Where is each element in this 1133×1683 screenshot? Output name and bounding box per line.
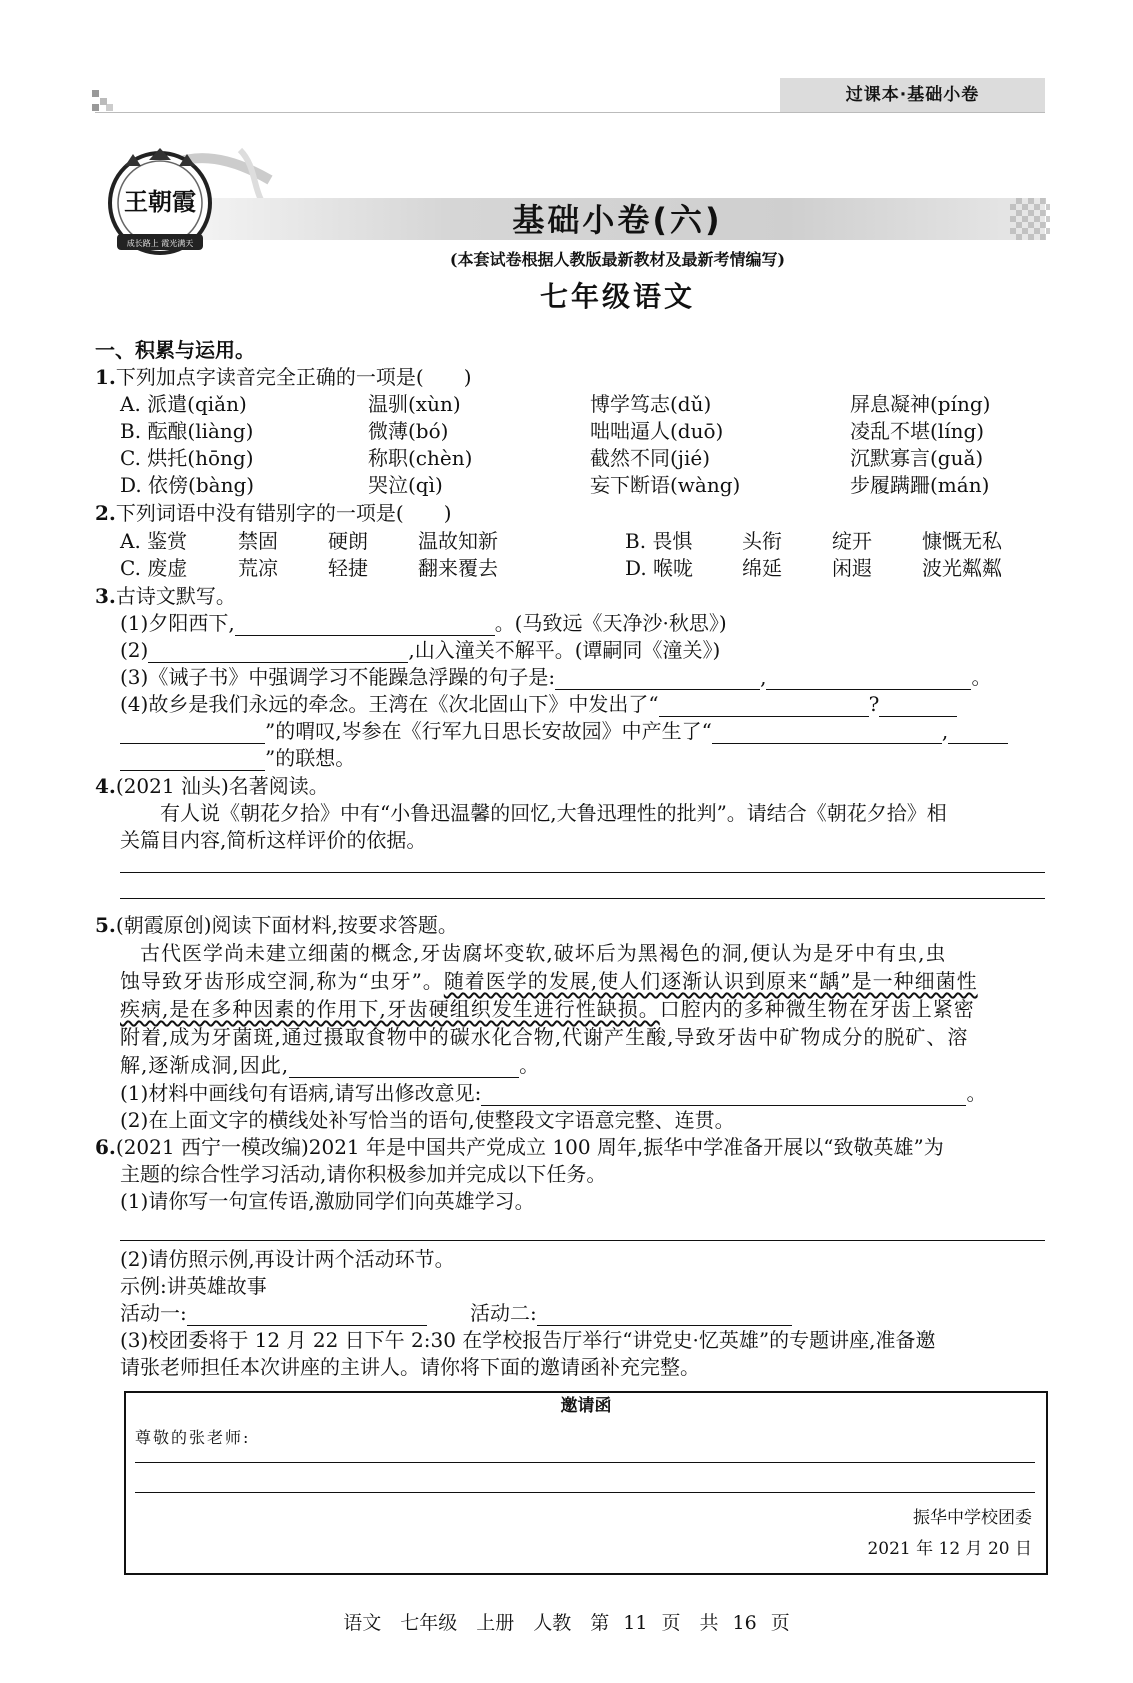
option-a-2: 温驯(xùn) <box>368 392 461 416</box>
question-4: 4.(2021 汕头)名著阅读。 <box>95 774 329 798</box>
q2-a-2: 禁固 <box>238 529 278 553</box>
q6-stem-cont: 主题的综合性学习活动,请你积极参加并完成以下任务。 <box>120 1162 607 1186</box>
answer-blank[interactable] <box>948 723 1008 744</box>
q2-a-1: A. 鉴赏 <box>120 529 188 553</box>
q2-c-2: 荒凉 <box>238 556 278 580</box>
answer-blank[interactable] <box>555 669 760 690</box>
q5-passage-line-2: 蚀导致牙齿形成空洞,称为“虫牙”。随着医学的发展,使人们逐渐认识到原来“龋”是一种细菌性 <box>120 969 978 993</box>
option-b-3: 咄咄逼人(duō) <box>590 419 724 443</box>
header-dots-decoration <box>92 90 114 112</box>
option-a-3: 博学笃志(dǔ) <box>590 392 712 416</box>
q2-b-3: 绽开 <box>832 529 872 553</box>
option-d-3: 妄下断语(wàng) <box>590 473 741 497</box>
q5-passage-line-5: 解,逐渐成洞,因此, 。 <box>120 1053 541 1077</box>
answer-blank[interactable] <box>120 750 265 771</box>
question-3: 3.古诗文默写。 <box>95 584 236 608</box>
section-heading: 一、积累与运用。 <box>95 338 255 362</box>
q2-d-3: 闲遐 <box>832 556 872 580</box>
option-c-1: C. 烘托(hōng) <box>120 446 254 470</box>
q6-activity-2: 活动二: <box>470 1300 792 1326</box>
q3-part-4: (4)故乡是我们永远的牵念。王湾在《次北固山下》中发出了“ ? <box>120 691 957 717</box>
q2-d-4: 波光粼粼 <box>922 556 1002 580</box>
answer-blank[interactable] <box>289 1057 519 1078</box>
answer-blank[interactable] <box>120 723 265 744</box>
answer-line[interactable] <box>120 1240 1045 1241</box>
answer-blank[interactable] <box>148 642 408 663</box>
paper-grade: 七年级语文 <box>539 280 695 313</box>
q5-sub-2: (2)在上面文字的横线处补写恰当的语句,使整段文字语意完整、连贯。 <box>120 1108 735 1132</box>
option-b-4: 凌乱不堪(líng) <box>850 419 985 443</box>
answer-blank[interactable] <box>187 1305 427 1326</box>
question-5: 5.(朝霞原创)阅读下面材料,按要求答题。 <box>95 913 458 937</box>
answer-line[interactable] <box>135 1492 1035 1493</box>
q3-part-3: (3)《诫子书》中强调学习不能躁急浮躁的句子是: , 。 <box>120 665 992 689</box>
q2-b-4: 慷慨无私 <box>922 529 1002 553</box>
q5-sub-1: (1)材料中画线句有语病,请写出修改意见: 。 <box>120 1081 987 1105</box>
q6-sub-3-cont: 请张老师担任本次讲座的主讲人。请你将下面的邀请函补充完整。 <box>120 1355 700 1379</box>
q2-d-2: 绵延 <box>742 556 782 580</box>
svg-text:王朝霞: 王朝霞 <box>124 187 196 216</box>
option-c-2: 称职(chèn) <box>368 446 473 470</box>
q6-activity-1: 活动一: <box>120 1300 427 1326</box>
question-6: 6.(2021 西宁一模改编)2021 年是中国共产党成立 100 周年,振华中学准备开展以“致敬英雄”为 <box>95 1135 944 1159</box>
option-b-1: B. 酝酿(liàng) <box>120 419 254 443</box>
q5-passage-line-3: 疾病,是在多种因素的作用下,牙齿硬组织发生进行性缺损。口腔内的多种微生物在牙齿上紧密 <box>120 997 975 1021</box>
q6-sub-3: (3)校团委将于 12 月 22 日下午 2:30 在学校报告厅举行“讲党史·忆英雄”的专题讲座,准备邀 <box>120 1328 936 1352</box>
answer-blank[interactable] <box>481 1085 966 1106</box>
question-2: 2.下列词语中没有错别字的一项是( ) <box>95 501 452 525</box>
option-a-4: 屏息凝神(píng) <box>850 392 991 416</box>
q3-part-1: (1)夕阳西下, 。(马致远《天净沙·秋思》) <box>120 611 727 635</box>
answer-blank[interactable] <box>879 696 957 717</box>
invitation-date: 2021 年 12 月 20 日 <box>867 1539 1032 1559</box>
invitation-title: 邀请函 <box>560 1396 612 1416</box>
invitation-greeting: 尊敬的张老师: <box>135 1428 251 1447</box>
q2-d-1: D. 喉咙 <box>625 556 694 580</box>
q3-part-4-end: ”的联想。 <box>120 745 355 771</box>
answer-blank[interactable] <box>537 1305 792 1326</box>
option-c-3: 截然不同(jié) <box>590 446 711 470</box>
q2-c-3: 轻捷 <box>328 556 368 580</box>
answer-blank[interactable] <box>766 669 971 690</box>
header-tag: 过课本·基础小卷 <box>780 78 1045 112</box>
q3-part-2: (2) ,山入潼关不解平。(谭嗣同《潼关》) <box>120 638 721 662</box>
q6-sub-1: (1)请你写一句宣传语,激励同学们向英雄学习。 <box>120 1189 535 1213</box>
page-footer: 语文 七年级 上册 人教 第 11 页 共 16 页 <box>343 1612 790 1634</box>
option-a-1: A. 派遣(qiǎn) <box>120 392 247 416</box>
q2-c-4: 翻来覆去 <box>418 556 498 580</box>
q6-example: 示例:讲英雄故事 <box>120 1274 267 1298</box>
q2-c-1: C. 废虚 <box>120 556 188 580</box>
option-d-4: 步履蹒跚(mán) <box>850 473 990 497</box>
invitation-sender: 振华中学校团委 <box>913 1508 1032 1528</box>
answer-blank[interactable] <box>712 723 942 744</box>
q2-b-1: B. 畏惧 <box>625 529 693 553</box>
option-c-4: 沉默寡言(guǎ) <box>850 446 984 470</box>
q5-passage-line-4: 附着,成为牙菌斑,通过摄取食物中的碳水化合物,代谢产生酸,导致牙齿中矿物成分的脱矿、溶 <box>120 1025 969 1049</box>
q2-a-3: 硬朗 <box>328 529 368 553</box>
paper-title: 基础小卷(六) <box>512 201 723 239</box>
q2-b-2: 头衔 <box>742 529 782 553</box>
q5-passage-line-1: 古代医学尚未建立细菌的概念,牙齿腐坏变软,破坏后为黑褐色的洞,便认为是牙中有虫,虫 <box>140 941 947 965</box>
option-d-2: 哭泣(qì) <box>368 473 443 497</box>
svg-text:成长路上 霞光满天: 成长路上 霞光满天 <box>126 239 194 248</box>
q2-a-4: 温故知新 <box>418 529 498 553</box>
option-b-2: 微薄(bó) <box>368 419 449 443</box>
answer-blank[interactable] <box>659 696 869 717</box>
q4-text-line-2: 关篇目内容,简析这样评价的依据。 <box>120 828 427 852</box>
header-rule <box>95 112 1045 113</box>
answer-line[interactable] <box>120 872 1045 873</box>
answer-blank[interactable] <box>235 615 495 636</box>
question-1: 1.下列加点字读音完全正确的一项是( ) <box>95 365 472 389</box>
answer-line[interactable] <box>120 898 1045 899</box>
q6-sub-2: (2)请仿照示例,再设计两个活动环节。 <box>120 1247 455 1271</box>
answer-line[interactable] <box>135 1462 1035 1463</box>
option-d-1: D. 依傍(bàng) <box>120 473 255 497</box>
q4-text-line-1: 有人说《朝花夕拾》中有“小鲁迅温馨的回忆,大鲁迅理性的批判”。请结合《朝花夕拾》相 <box>160 801 947 825</box>
q3-part-4-cont: ”的喟叹,岑参在《行军九日思长安故园》中产生了“ , <box>120 718 1008 744</box>
paper-subtitle: (本套试卷根据人教版最新教材及最新考情编写) <box>449 250 786 269</box>
